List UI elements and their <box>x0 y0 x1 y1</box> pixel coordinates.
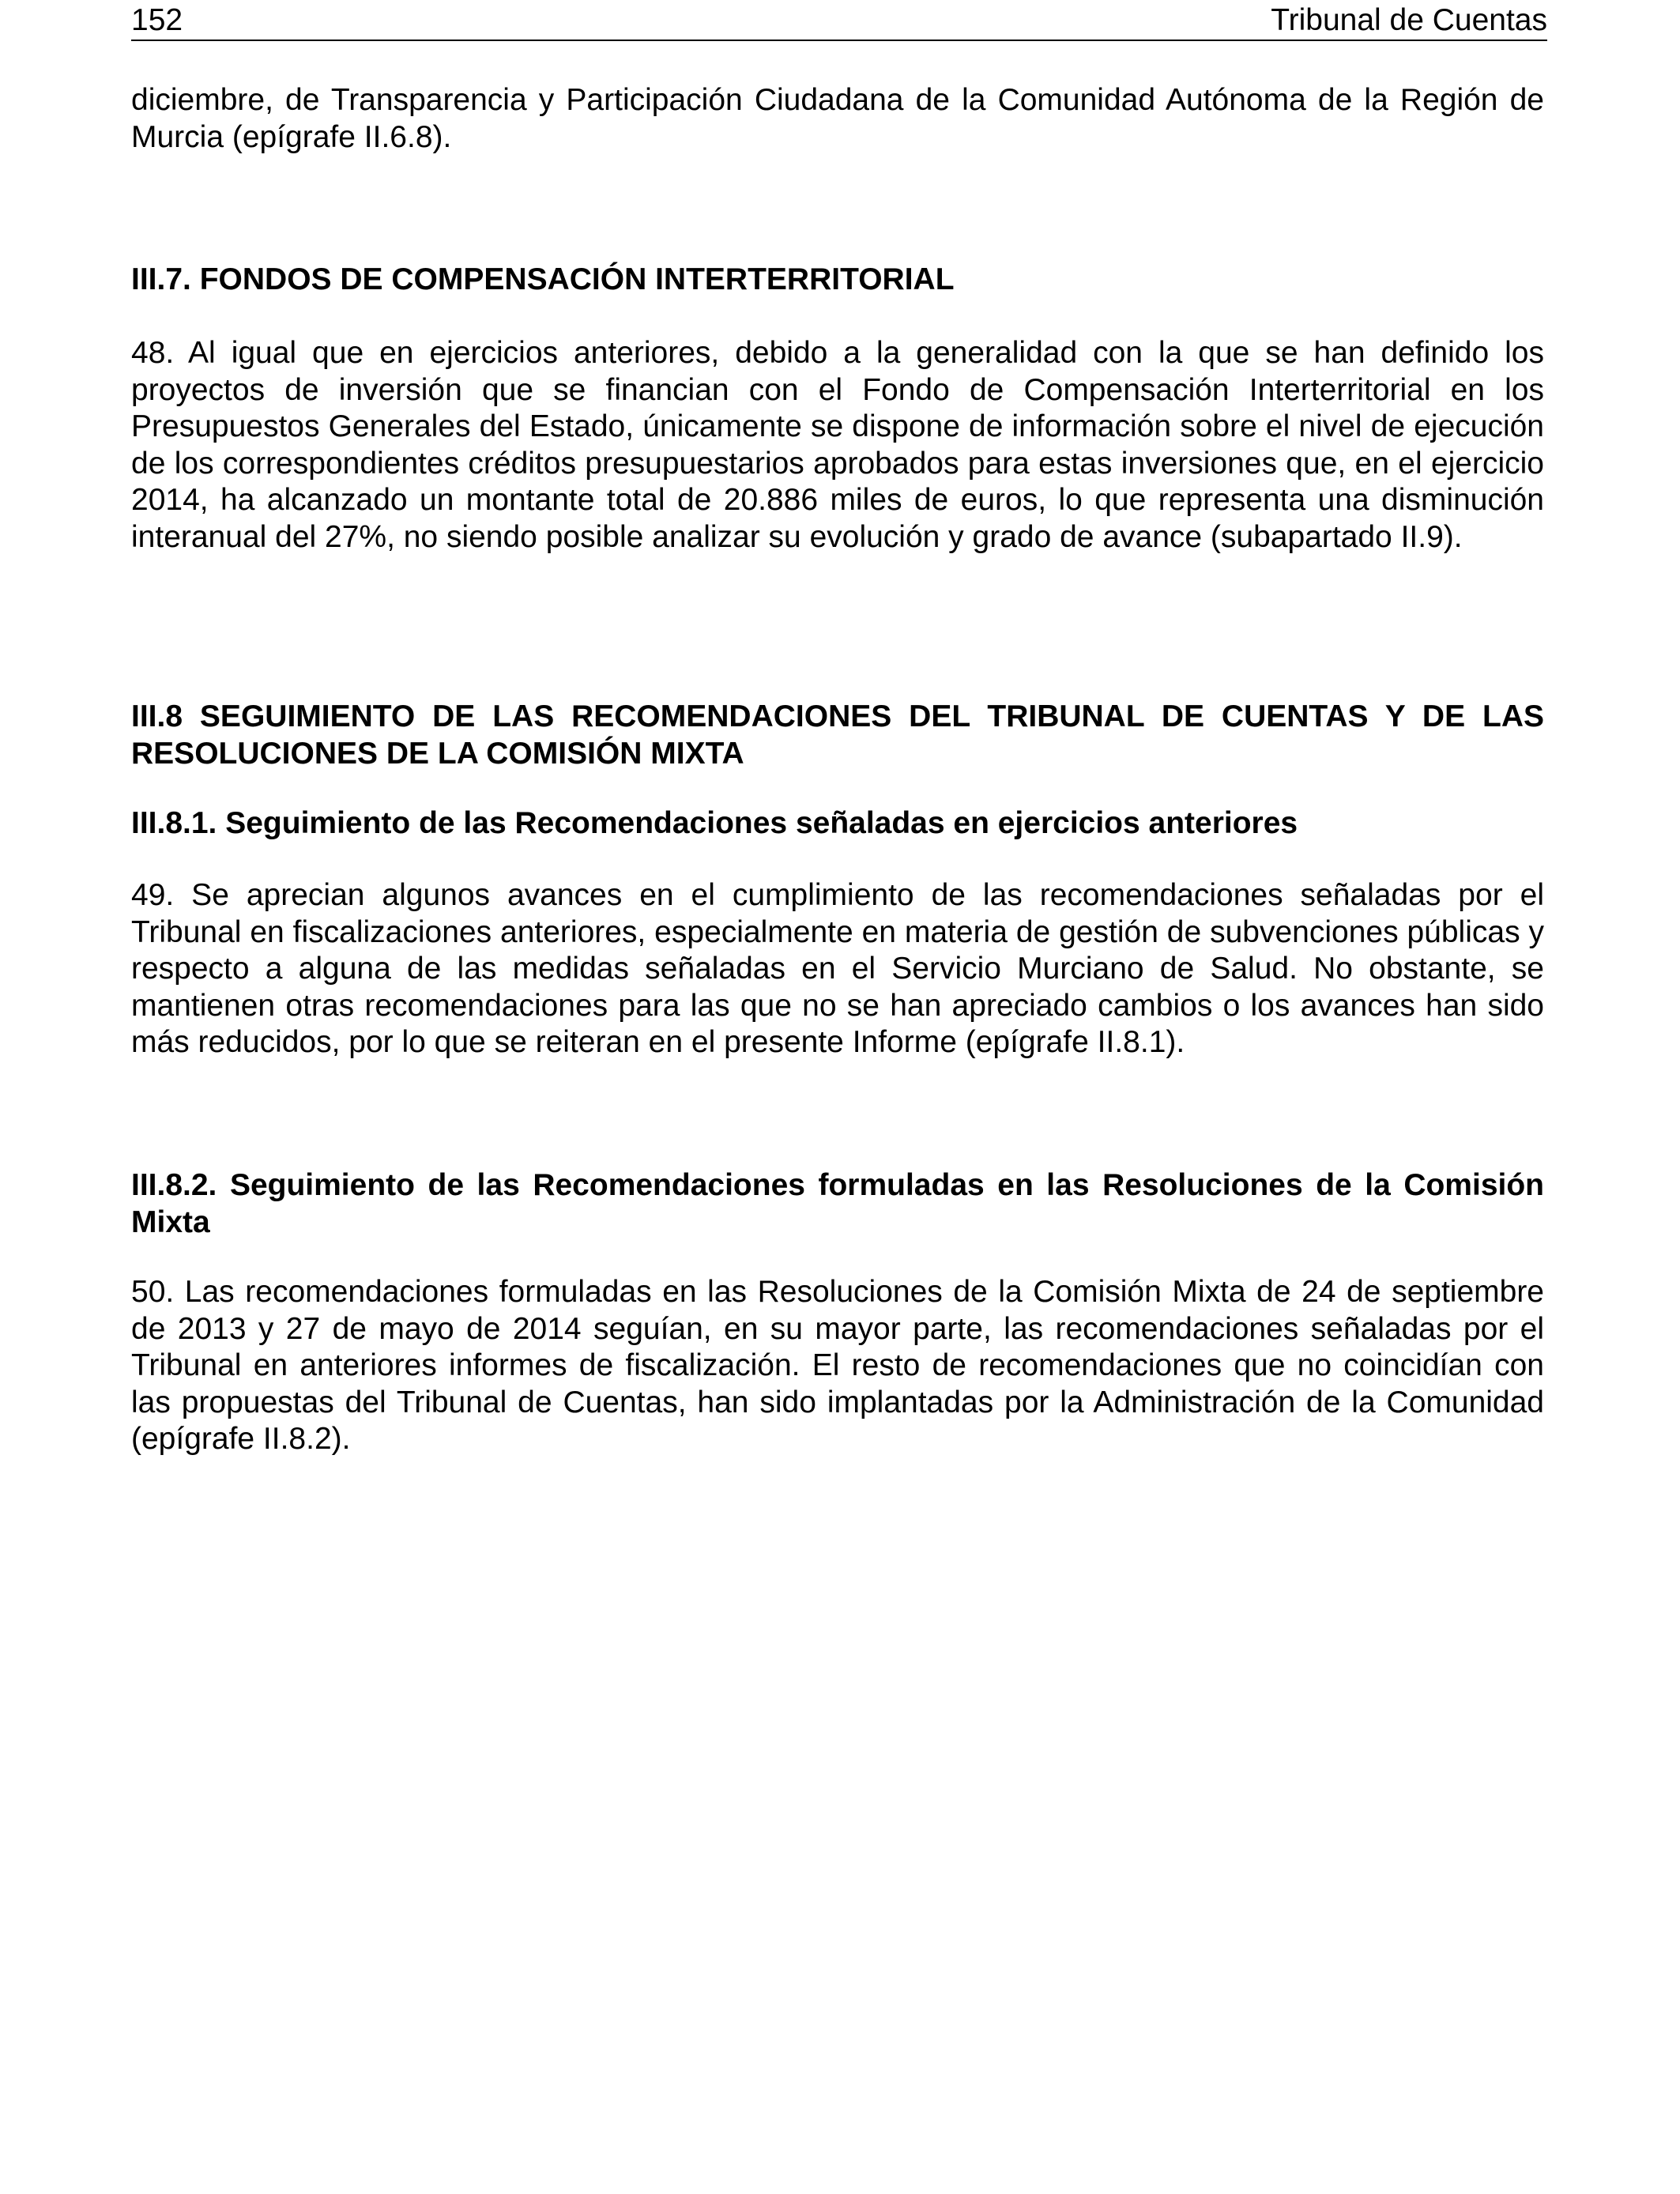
subsection-iii81-heading: III.8.1. Seguimiento de las Recomendaciones señaladas en ejercicios anteriores <box>131 806 1298 840</box>
paragraph-50: 50. Las recomendaciones formuladas en las Resoluciones de la Comisión Mixta de 24 de septiembre de 2013 y 27 de mayo de 2014 seguían, en su mayor parte, las recomendaciones señaladas por el Tribunal en anteriores informes de fiscalización. El resto de recomendaciones que no coincidían con las propuestas del Tribunal de Cuentas, han sido implantadas por la Administración de la Comunidad (epígrafe II.8.2). <box>131 1275 1544 1456</box>
continuation-paragraph: diciembre, de Transparencia y Participación Ciudadana de la Comunidad Autónoma de la Región de Murcia (epígrafe II.6.8). <box>131 83 1544 154</box>
page-header <box>131 2 1547 41</box>
section-iii7-heading: III.7. FONDOS DE COMPENSACIÓN INTERTERRITORIAL <box>131 262 955 296</box>
paragraph-48: 48. Al igual que en ejercicios anteriores, debido a la generalidad con la que se han definido los proyectos de inversión que se financian con el Fondo de Compensación Interterritorial en los Presupuestos Generales del Estado, únicamente se dispone de información sobre el nivel de ejecución de los correspondientes créditos presupuestarios aprobados para estas inversiones que, en el ejercicio 2014, ha alcanzado un montante total de 20.886 miles de euros, lo que representa una disminución interanual del 27%, no siendo posible analizar su evolución y grado de avance (subapartado II.9). <box>131 336 1544 554</box>
header-title: Tribunal de Cuentas <box>1271 3 1547 37</box>
paragraph-49: 49. Se aprecian algunos avances en el cumplimiento de las recomendaciones señaladas por el Tribunal en fiscalizaciones anteriores, especialmente en materia de gestión de subvenciones públicas y respecto a alguna de las medidas señaladas en el Servicio Murciano de Salud. No obstante, se mantienen otras recomendaciones para las que no se han apreciado cambios o los avances han sido más reducidos, por lo que se reiteran en el presente Informe (epígrafe II.8.1). <box>131 878 1544 1059</box>
subsection-iii82-heading: III.8.2. Seguimiento de las Recomendaciones formuladas en las Resoluciones de la Comisión Mixta <box>131 1168 1544 1239</box>
section-iii8-heading: III.8 SEGUIMIENTO DE LAS RECOMENDACIONES DEL TRIBUNAL DE CUENTAS Y DE LAS RESOLUCIONES DE LA COMISIÓN MIXTA <box>131 699 1544 771</box>
page-number: 152 <box>131 3 183 37</box>
